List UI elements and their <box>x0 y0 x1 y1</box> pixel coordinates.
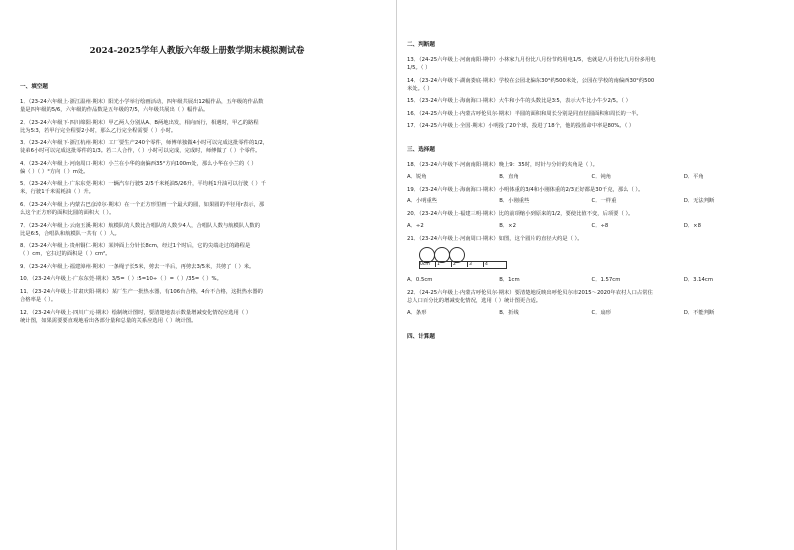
choice-question <box>407 210 776 218</box>
choice-option[interactable]: B．直角 <box>499 173 519 180</box>
choice-option[interactable]: B．小刚重些 <box>499 198 530 205</box>
ruler-figure <box>419 247 509 273</box>
question-line: 12．（23-24六年级上·四川广元·期末）绘制统计图时，要清楚地表示数量增减变化情况应选用（ ） <box>20 309 252 316</box>
judge-question <box>407 110 776 118</box>
ruler-label: 2 <box>453 262 456 268</box>
question-line: 总人口百分比的增减变化情况，选用（ ）统计图更合适。 <box>407 298 542 305</box>
question-line: 么这个正方形的面积比圆的面积大（ ）。 <box>20 209 115 216</box>
question-line: 7．（23-24六年级上·云南玉溪·期末）航模队的人数比合唱队的人数少4人，合唱队人数与航模队人数的 <box>20 222 261 229</box>
ruler-tick <box>451 261 452 267</box>
ruler-label: 4 <box>485 262 488 268</box>
choice-option[interactable]: C．一样重 <box>591 198 617 205</box>
section-judge: 二、判断题 <box>407 42 435 48</box>
question <box>20 201 374 217</box>
choice-questions <box>407 161 776 317</box>
question <box>20 160 374 176</box>
question-line: 10．（23-24六年级上·广东东莞·期末）3/5=（ ）∶5=10÷（ ）=（ ）/35=（ ）%。 <box>20 276 222 283</box>
choice-option[interactable]: D．×8 <box>683 222 701 229</box>
ruler-tick <box>467 261 468 267</box>
question <box>20 309 374 325</box>
ruler-label: 0cm <box>420 262 430 268</box>
choice-option[interactable]: B．1cm <box>499 277 520 284</box>
question <box>20 139 374 155</box>
ruler-label: 1 <box>437 262 440 268</box>
question <box>20 119 374 135</box>
question-line: 统计图，如果需要要直观地看出各部分量和总量的关系应选用（ ）统计图。 <box>20 317 197 324</box>
choice-option[interactable]: A．0.5cm <box>407 277 433 284</box>
question-line: 偏（ ）（ ）°方向（ ）m处。 <box>20 168 89 175</box>
question <box>20 242 374 258</box>
section-calc: 四、计算题 <box>407 333 435 340</box>
question <box>20 263 374 271</box>
choice-option[interactable]: A．÷2 <box>407 222 424 229</box>
question-line: 15．（23-24六年级上·海南海口·期末）大牛和小牛的头数比是3∶5，表示大牛比小牛少2/5。（ ） <box>407 98 631 105</box>
question-line: 14．（23-24六年级下·湖南娄底·期末）学校在公园北偏东30°约500米处，公园在学校的南偏西30°约500 <box>407 77 655 84</box>
question-line: 6．（23-24六年级上·内蒙古巴彦淖尔·期末）在一个正方形里画一个最大的圆，如果圆的半径用r表示，那 <box>20 201 265 208</box>
question <box>20 98 374 114</box>
choice-options <box>407 276 776 284</box>
question-line: 9．（23-24六年级上·福建漳州·期末）一条绳子长5米，剪去一半后，再剪去3/5米，共剪了（ ）米。 <box>20 263 255 270</box>
choice-options <box>407 309 776 317</box>
paper-title: 2024-2025学年人教版六年级上册数学期末模拟测试卷 <box>89 46 305 56</box>
question-line: 19．（23-24六年级上·海南海口·期末）小明体重的3/4和小刚体重的2/3正好都是30千克，那么（ ）。 <box>407 186 644 193</box>
question-line: 比为5∶3，若甲行完全程要2小时，那么乙行完全程需要（ ）小时。 <box>20 127 177 134</box>
judge-question <box>407 56 776 72</box>
choice-option[interactable]: C．扇形 <box>591 309 612 316</box>
question-line: 8．（23-24六年级上·贵州铜仁·期末）某钟面上分针长8cm，经过1个时后，它的尖端走过的路程是 <box>20 243 251 250</box>
question-line: 1．（23-24六年级上·浙江温州·期末）阳光小学举行绘画活动，四年级共展出12幅作品，五年级的作品数 <box>20 99 264 105</box>
question-line: 22．（24-25六年级上·内蒙古呼伦贝尔·期末）要清楚地反映出呼伦贝尔市2015～2020年农村人口占常住 <box>407 290 653 297</box>
ruler-label: 3 <box>469 262 472 268</box>
question-line: 米处。（ ） <box>407 85 433 92</box>
judge-question <box>407 97 776 105</box>
question-line: 16．（24-25六年级上·内蒙古呼伦贝尔·期末）半圆的面积和周长分别是同直径圆面积和周长的一半。 <box>407 110 642 117</box>
question-line: 1/5。（ ） <box>407 65 431 71</box>
question-line: 徒弟6小时可以完成这批零件的1/3。若二人合作，（ ）小时可以完成，完成时，师傅做了（ ）个零件。 <box>20 148 261 155</box>
section-fill-blank: 一、填空题 <box>20 84 48 90</box>
question-line: 量是四年级的5/6，六年级的作品数是五年级的7/5，六年级共展出（ ）幅作品。 <box>20 107 209 113</box>
choice-option[interactable]: D．平角 <box>683 173 704 180</box>
choice-option[interactable]: C．1.57cm <box>591 277 621 284</box>
choice-option[interactable]: B．折线 <box>499 309 519 316</box>
judge-question <box>407 77 776 93</box>
ruler-tick <box>435 261 436 267</box>
question-line: 13．（24-25六年级上·河南南阳·期中）小林家九月份比八月份节约用电1/5，也就是八月份比九月份多用电 <box>407 57 656 63</box>
question-line: 比是6∶5，合唱队和航模队一共有（ ）人。 <box>20 230 120 237</box>
question <box>20 288 374 304</box>
choice-options <box>407 173 776 181</box>
choice-option[interactable]: A．小明重些 <box>407 198 438 205</box>
question-line: 18．（23-24六年级下·河南南阳·期末）晚上9：35时，时针与分针的夹角是（ ）。 <box>407 161 598 168</box>
question-line: 3．（23-24六年级下·浙江杭州·期末）工厂要生产240个零件，师傅单独做4小时可以完成这批零件的1/2， <box>20 140 269 147</box>
choice-option[interactable]: D．不能判断 <box>683 309 715 316</box>
question-line: 20．（23-24六年级上·福建三明·期末）比的前项缩小到原来的1/2，要使比值不变，后项要（ ）。 <box>407 211 634 218</box>
question-line: 5．（23-24六年级上·广东东莞·期末）一辆汽车行驶5 2/5千米耗油5/26升，平均耗1升油可以行驶（ ）千 <box>20 181 266 188</box>
judge-questions <box>407 56 776 130</box>
ruler-tick <box>483 261 484 267</box>
choice-option[interactable]: C．钝角 <box>591 173 612 180</box>
question <box>20 180 374 196</box>
question <box>20 222 374 238</box>
question-line: 4．（23-24六年级上·河南周口·期末）小兰在小华的南偏西35°方向100m处，那么小华在小兰的（ ） <box>20 160 257 167</box>
question-line: 17．（24-25六年级上·全国·期末）小明投了20个球，投进了18个，他的投篮命中率是80%。（ ） <box>407 123 635 130</box>
question-line: （ ）cm，它扫过的面积是（ ）cm²。 <box>20 251 111 258</box>
choice-question <box>407 235 776 243</box>
ruler-bar <box>419 261 507 269</box>
section-choice: 三、选择题 <box>407 146 435 153</box>
choice-question <box>407 186 776 194</box>
fill-blank-questions <box>20 98 374 325</box>
question-line: 米，行驶1千米需耗油（ ）升。 <box>20 189 94 196</box>
question-line: 21．（23-24六年级上·河南周口·期末）如图，这个圆片的直径大约是（ ）。 <box>407 235 583 242</box>
question-line: 2．（23-24六年级下·四川绵阳·期末）甲乙两人分别从A、B两地出发，相向而行，相遇时，甲乙的路程 <box>20 119 259 126</box>
question-line: 合格率是（ ）。 <box>20 296 57 303</box>
choice-option[interactable]: D．3.14cm <box>683 277 713 284</box>
choice-option[interactable]: C．÷8 <box>591 222 609 229</box>
choice-option[interactable]: A．锐角 <box>407 173 427 180</box>
right-page <box>397 0 794 550</box>
choice-option[interactable]: B．×2 <box>499 222 516 229</box>
choice-question <box>407 161 776 169</box>
question <box>20 275 374 283</box>
question-line: 11．（23-24六年级上·甘肃庆阳·期末）某厂生产一批热水器，有106台合格，4台不合格，这批热水器的 <box>20 288 263 295</box>
choice-question <box>407 289 776 305</box>
choice-option[interactable]: A．条形 <box>407 309 427 316</box>
choice-option[interactable]: D．无法判断 <box>683 198 715 205</box>
judge-question <box>407 122 776 130</box>
choice-options <box>407 222 776 230</box>
choice-options <box>407 197 776 205</box>
